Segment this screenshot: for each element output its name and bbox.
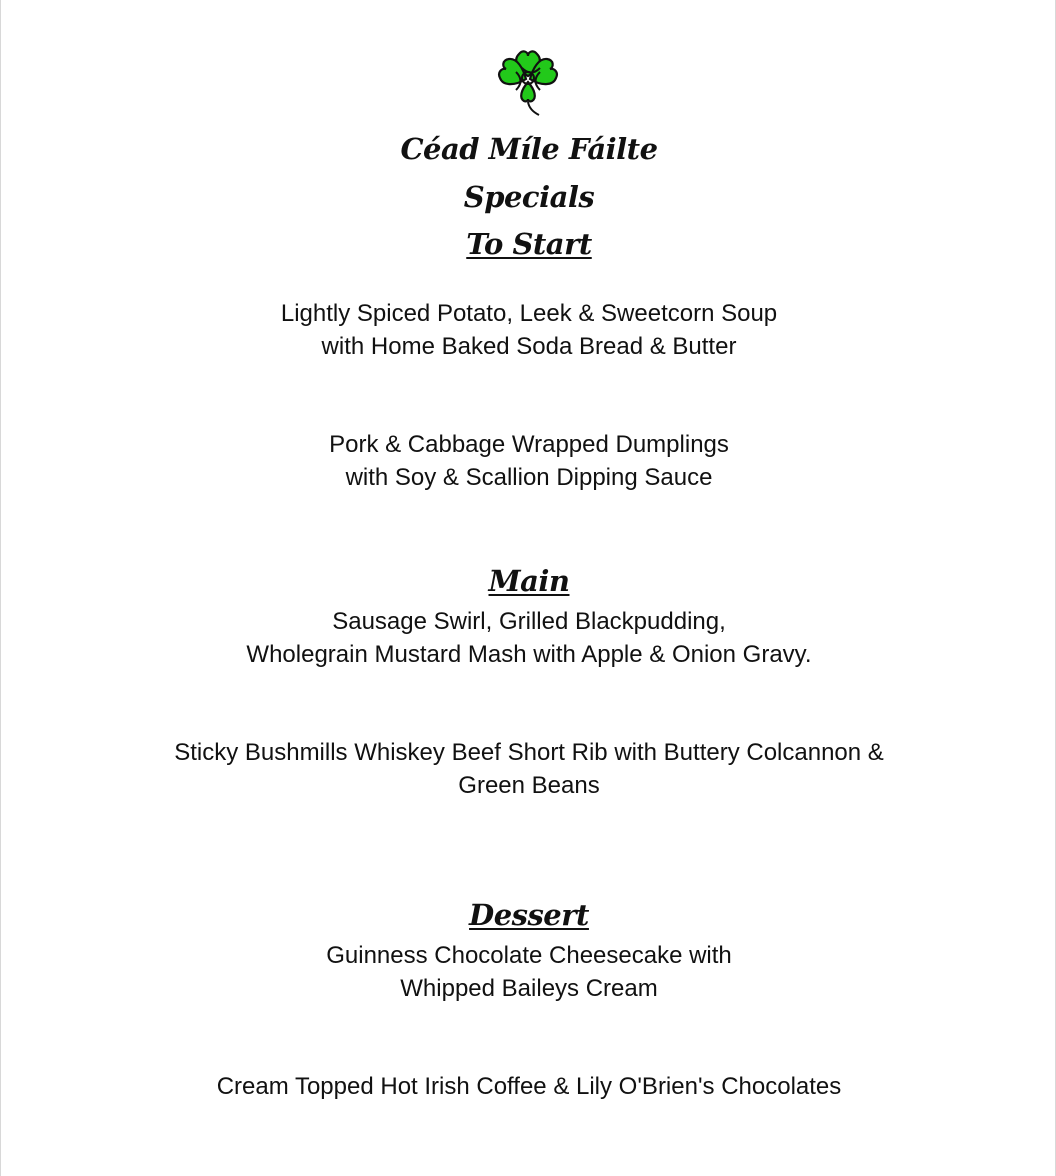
section-heading-start: [1, 226, 1056, 262]
start-item-1-line-1: Lightly Spiced Potato, Leek & Sweetcorn Soup: [280, 300, 778, 327]
start-item-2-line-2: with Soy & Scallion Dipping Sauce: [345, 464, 713, 491]
section-heading-dessert: [1, 897, 1056, 933]
section-heading-dessert-label: Dessert: [469, 898, 589, 932]
main-item-2-line-2: Green Beans: [458, 772, 600, 799]
welcome-heading: Céad Míle Fáilte: [400, 132, 658, 166]
main-item-1-line-1: Sausage Swirl, Grilled Blackpudding,: [332, 608, 726, 635]
section-heading-main-label: Main: [488, 564, 570, 598]
dessert-item-2-line-1: Cream Topped Hot Irish Coffee & Lily O'Brien's Chocolates: [216, 1073, 842, 1100]
start-item-1-line-2: with Home Baked Soda Bread & Butter: [321, 333, 737, 360]
dessert-item-1-line-1: Guinness Chocolate Cheesecake with: [326, 942, 732, 969]
section-heading-start-label: To Start: [466, 227, 592, 261]
main-item-2-line-1: Sticky Bushmills Whiskey Beef Short Rib with Buttery Colcannon &: [174, 739, 884, 766]
dessert-item-1-line-2: Whipped Baileys Cream: [400, 975, 658, 1002]
page-title: Specials: [463, 180, 595, 214]
celtic-shamrock-icon: [495, 46, 561, 118]
start-item-2-line-1: Pork & Cabbage Wrapped Dumplings: [329, 431, 729, 458]
section-heading-main: [1, 563, 1056, 599]
main-item-1-line-2: Wholegrain Mustard Mash with Apple & Onion Gravy.: [246, 641, 812, 668]
